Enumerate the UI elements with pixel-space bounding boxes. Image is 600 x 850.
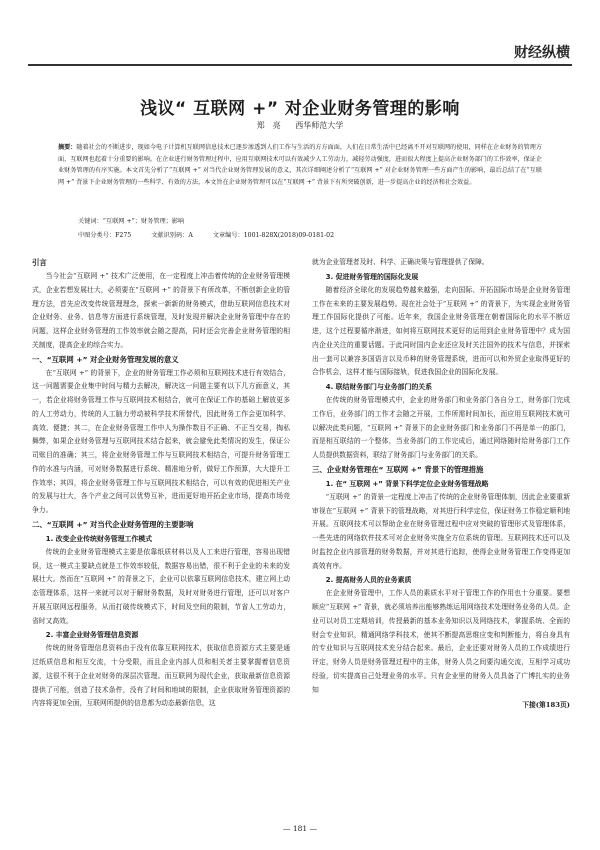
left-column: [32, 256, 290, 711]
section-2-2-paragraph: 传统的财务管理信息资料由于没有依靠互联网技术，获取信息资源方式主要是通过纸质信息和相互交流，十分受限，而且企业内部人员和相关者主要掌握着信息资源，这很不利于企业对财务的深层次管理。而互联网为现代企业，获取最新信息资源提供了可能，创造了技术条件，没有了时间和地域的限制，企业获取财务管理资源的内容将更加全面，互联网所提供的信息都为动态最新信息，这: [32, 644, 290, 708]
section-2-3-heading: 3. 促进财务管理的国际化发展: [325, 272, 419, 281]
right-column: [312, 256, 570, 713]
affiliation: 西华师范大学: [295, 121, 344, 130]
column-tag: 财经纵横: [514, 45, 570, 61]
section-2-2-heading: 2. 丰富企业财务管理信息资源: [45, 631, 139, 640]
classification-line: [78, 230, 378, 239]
keywords: 关键词：“互联网 +”；财务管理；影响: [78, 218, 185, 225]
section-3-2-heading: 2. 提高财务人员的业务素质: [325, 576, 412, 585]
article-id: 文章编号：1001-828X(2018)09-0181-02: [212, 232, 335, 239]
abstract: [58, 142, 542, 188]
article-title: 浅议“ 互联网 +” 对企业财务管理的影响: [140, 99, 460, 119]
page-number: — 181 —: [282, 824, 318, 833]
byline: [0, 120, 600, 131]
abstract-label: 摘要：: [58, 144, 77, 151]
intro-paragraph: 当今社会“互联网 +” 技术广泛使用，在一定程度上冲击着传统的企业财务管理模式，企业若想发展壮大，必须要在“互联网 +” 的背景下有所改革，不断创新企业的管理方法，首先应改变传统管理理念，探索一新新的财务模式，借助互联网信息技术对企业财务、业务、信息等方面进行系统管理，及时发现并解决企业财务管理中存在的问题，这样企业财务管理的工作效率就会随之提高，同时还会完善企业财务管理的相关制度，提高企业的综合实力。: [32, 272, 290, 349]
section-3-2-paragraph: 在企业财务管理中，工作人员的素质水平对于管理工作的作用也十分重要。要想顺应“互联网 +” 背景，就必须培养出能够熟练运用网络技术处理财务业务的人员。企业可以对员工定期培训，传授最新的基本业务知识以及网络技术，掌握系统、全面的财会专业知识，精通网络学科技术，使其不断提高思维应变和判断能力，将自身具有的专业知识与互联网技术充分结合起来。最后，企业还要对财务人员的工作成绩进行评定，财务人员是财务管理过程中的主体，财务人员之间要沟通交流，互相学习成功经验，切实提高自己处理业务的水平。只有企业里的财务人员具备了广博扎实的业务知: [312, 589, 570, 694]
section-2-1-paragraph: 传统的企业财务管理模式主要是依靠纸质材料以及人工来进行管理，容易出现错误，这一模式主要缺点就是工作效率较低，数据容易出错，很不利于企业的未来的发展壮大。然而在“互联网 +” 的背景之下，企业可以依靠互联网信息技术，建立网上动态管理体系，这样一来就可以对于解财务数据，及时对财务进行管理，还可以对客户开展互联网远程服务，从而打破传统模式下，时间及空间的限制，节省人工劳动力，省时又高效。: [32, 547, 290, 625]
section-2-4-heading: 4. 联结财务部门与业务部门的关系: [325, 383, 433, 391]
section-3-heading: 三、企业财务管理在“ 互联网 +” 背景下的管理措施: [312, 464, 484, 474]
class-number: 中图分类号：F275: [78, 232, 132, 239]
continued-on-link[interactable]: 下接(第183页): [522, 701, 570, 710]
doc-code: 文献识别码：A: [151, 232, 193, 239]
section-3-1-heading: 1. 在“ 互联网 +” 背景下科学定位企业财务管理战略: [325, 479, 489, 488]
abstract-text: 随着社会的不断进步，现如今电子计算机互联网信息技术已逐步渗透到人们工作与生活的方方面面，人们在日常生活中已经离不开对互联网的使用，同样在企业财务的管理方面，互联网也起着十分重要的影响。在企业进行财务管理过程中，应用互联网技术可以有效减少人工劳动力，减轻劳动强度，进而很大程度上提高企业财务部门的工作效率，保证企业财务管理的有序实施。本文首先分析了“互联网 +” 对当代企业财务管理发展的意义，其次详细阐述分析了“互联网 +” 对企业财务管理一些方面产生的影响，最后总结了在“互联网 +” 背景下企业财务管理的一些科学、有效的方法，本文旨在企业财务管理可以在“互联网 +” 背景下有所突破创新，进一步提高企业的经济和社会效益。: [58, 144, 543, 186]
author: 郑 亮: [256, 121, 281, 130]
section-2-1-heading: 1. 改变企业传统财务管理工作模式: [45, 534, 153, 543]
intro-heading: 引言: [32, 258, 47, 267]
section-1-paragraph: 在“互联网 +” 的背景下，企业的财务管理工作必须和互联网技术进行有效结合，这一问题需要企业集中时间与精力去解决，解决这一问题主要有以下几方面意义，其一，若企业将财务管理工作与互联网技术相结合，就可在保证工作的基础上解放更多的人工劳动力，传统的人工脑力劳动被科学技术所替代，因此财务工作会更加科学、高效、便捷；其二，在企业财务管理工作中人为操作数目不正确、不正当交易，掏私舞弊，如果企业财务管理与互联网技术结合起来，就会避免此类情况的发生，保证公司账目的准确；其三，将企业财务管理工作与互联网技术相结合，可提升财务管理工作的水准与内涵，可对财务数据进行系统、精准地分析，做好工作预算，大大提升工作效率；其四，将企业财务管理工作与互联网技术相结合，可以有效的促进相关产业的发展与壮大，各个产业之间可以优势互补，进而更好地开拓企业市场，提高市场竞争力。: [32, 368, 290, 514]
header-rule: [28, 64, 572, 66]
section-1-heading: 一、“互联网 +” 对企业财务管理发展的意义: [32, 354, 179, 364]
section-3-1-paragraph: “互联网 +” 的背景一定程度上冲击了传统的企业财务管理体制，因此企业要重新审视在“互联网 +” 背景下的管理战略，对其进行科学定位，保证财务工作稳定顺利地开展。互联网技术可以帮助企业在财务管理过程中应对突破的管理形式及管理体系，一些先进的网络软件技术可对企业财务实施全方位系统的管理。互联网技术还可以及时监控企业内部管理的财务数据，并对其进行追踪，使得企业财务管理工作变得更加高效有序。: [312, 492, 570, 570]
section-2-heading: 二、“互联网 +” 对当代企业财务管理的主要影响: [32, 519, 194, 529]
section-2-3-paragraph: 随着经济全球化的发展趋势越来越强，走向国际、开拓国际市场是企业财务管理工作在未来的主要发展趋势。现在社会处于“互联网 +” 的背景下，为实现企业财务管理工作国际化提供了可能。近年来，我国企业财务管理在朝着国际化的水平不断迈进，这个过程要循序渐进，如何将互联网技术更好的运用到企业财务管理中？成为国内企业关注的重要话题。于此同时国内企业还应及时关注国外的技术与信息，并探索出一套可以兼容多国语言以及币种的财务管理系统，进而可以和外贸企业取得更好的合作机会，这样才能与国际接轨，促进我国企业的国际化发展。: [312, 285, 570, 377]
continued-paragraph: 就为企业管理者及时、科学、正确决策与管理提供了保障。: [312, 258, 489, 266]
section-2-4-paragraph: 在传统的财务管理模式中，企业的财务部门和业务部门各自分工，财务部门完成工作后，业务部门的工作才会随之开展，工作所需时间加长，而应用互联网技术就可以解决此类问题，“互联网 +” 背景下的企业财务部门和业务部门不再是单一的部门，而是相互联结的一个整体，当业务部门的工作完成后，通过网络随时给财务部门工作人员提供数据资料，联结了财务部门与业务部门的关系。: [312, 396, 570, 459]
